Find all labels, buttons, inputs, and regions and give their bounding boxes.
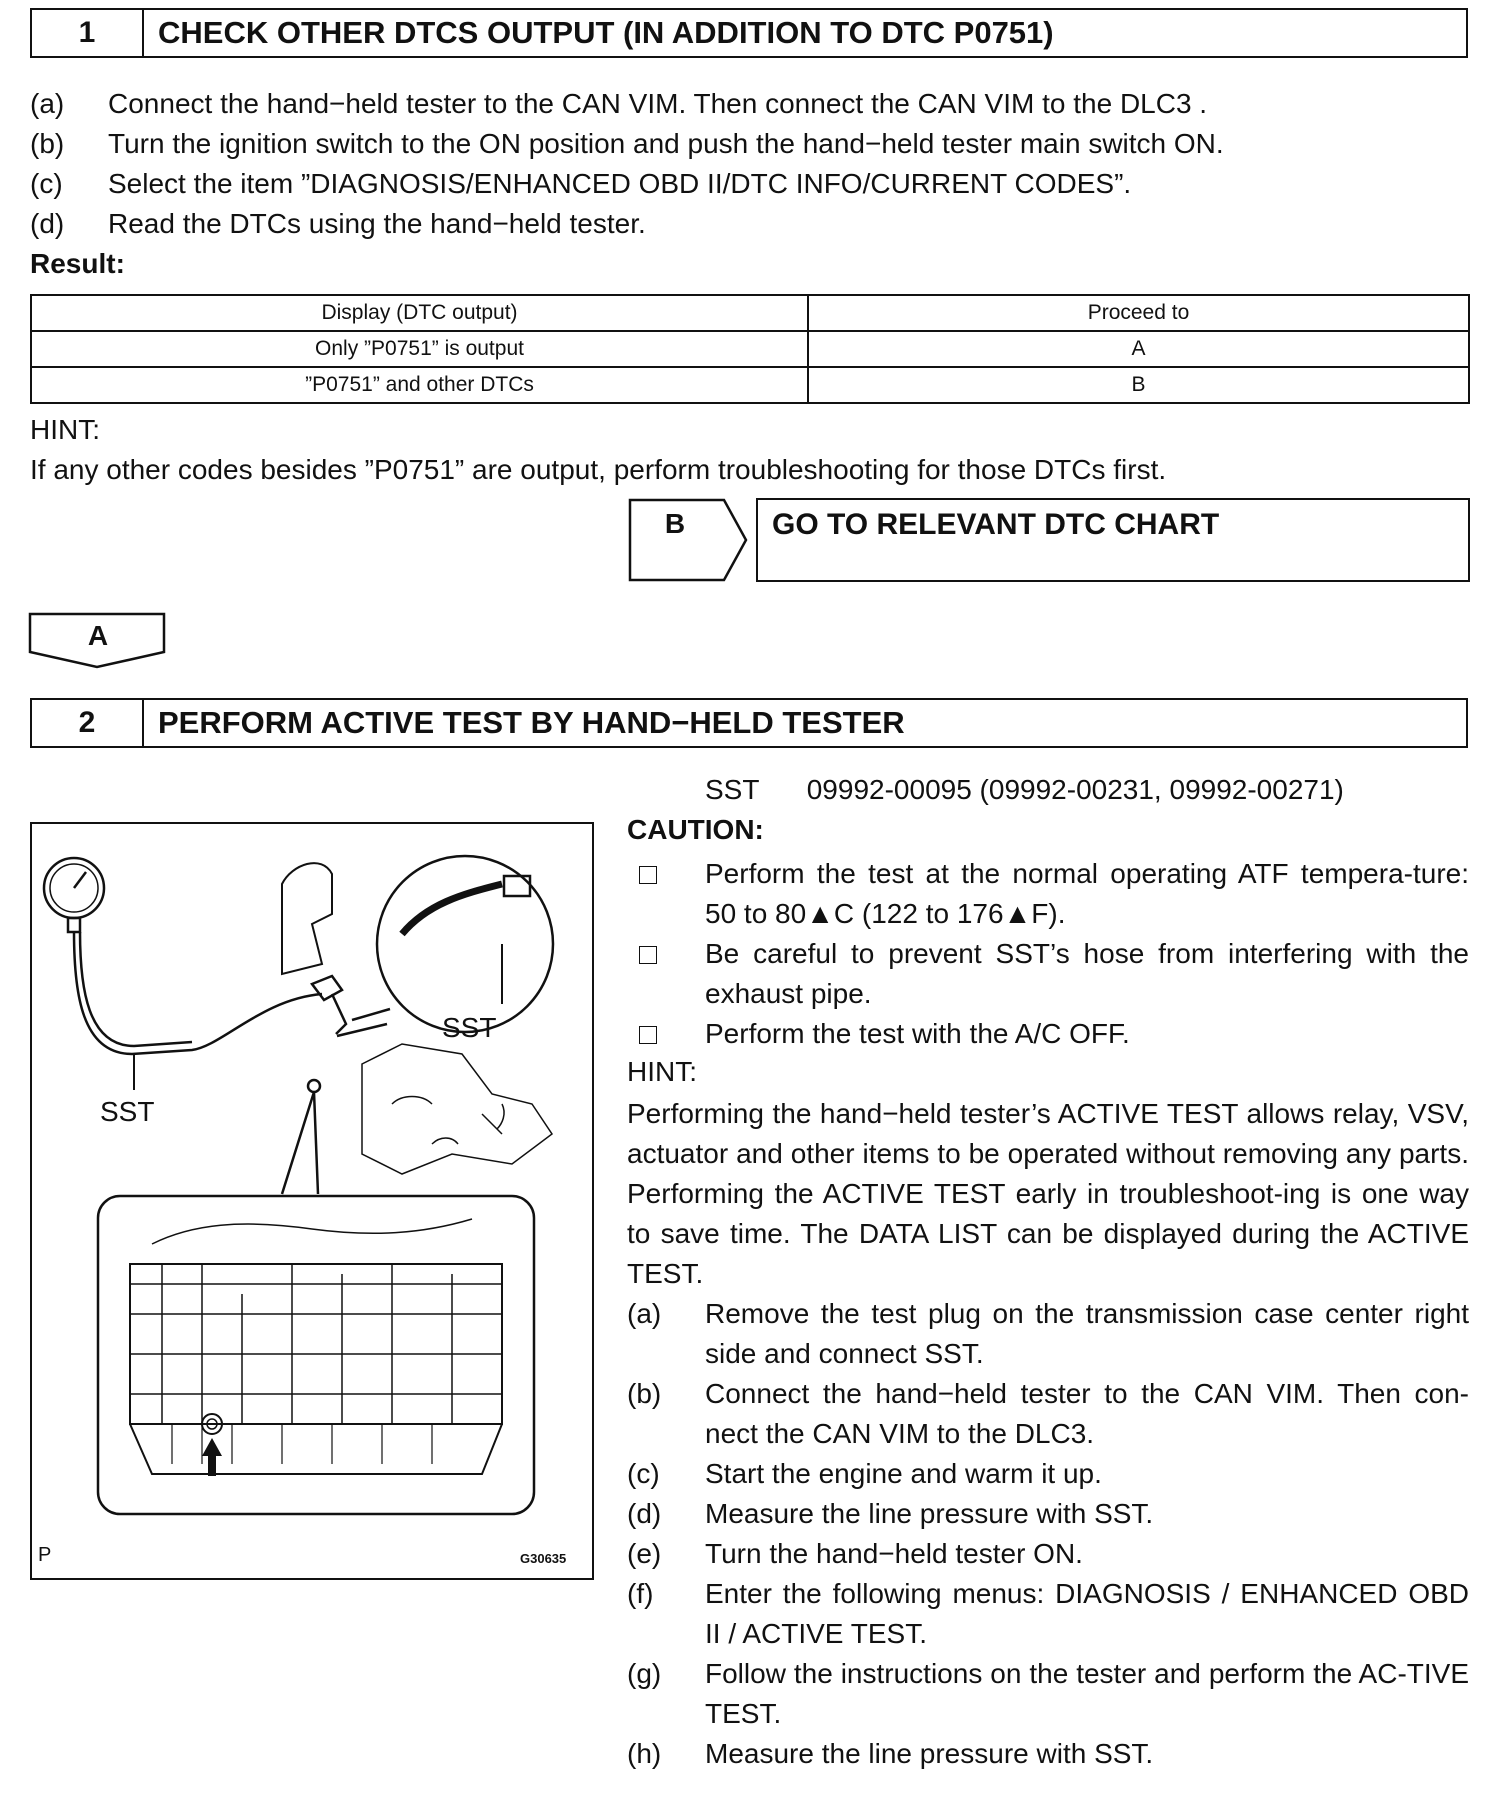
step-text: Select the item ”DIAGNOSIS/ENHANCED OBD II/DTC INFO/CURRENT CODES”. [108, 168, 1132, 199]
section-1-hint-label: HINT: [30, 414, 100, 445]
branch-b-text: GO TO RELEVANT DTC CHART [772, 508, 1220, 541]
step-text: Connect the hand−held tester to the CAN VIM. Then connect the CAN VIM to the DLC3 . [108, 88, 1208, 119]
table-cell: B [808, 367, 1469, 403]
step-label: (g) [627, 1658, 662, 1689]
caution-text: Perform the test with the A/C OFF. [705, 1018, 1130, 1049]
caution-item [627, 854, 1469, 934]
caution-item [627, 1014, 1469, 1054]
caution-label: CAUTION: [627, 814, 764, 845]
step-label: (a) [30, 88, 65, 119]
caution-text: Perform the test at the normal operating ATF tempera-ture: 50 to 80▲C (122 to 176▲F). [705, 858, 1469, 929]
table-row [31, 367, 1469, 403]
section-2-header [30, 698, 1468, 748]
step-label: (h) [627, 1738, 662, 1769]
step-text: Enter the following menus: DIAGNOSIS / ENHANCED OBD II / ACTIVE TEST. [705, 1578, 1469, 1649]
table-cell: A [808, 331, 1469, 367]
table-cell: Only ”P0751” is output [31, 331, 808, 367]
table-header-row [31, 295, 1469, 331]
step-text: Measure the line pressure with SST. [705, 1738, 1154, 1769]
section-2-title: PERFORM ACTIVE TEST BY HAND−HELD TESTER [158, 705, 905, 740]
section-2-step-e [627, 1534, 1469, 1574]
step-text: Start the engine and warm it up. [705, 1458, 1102, 1489]
figure-sst-label-right: SST [442, 1012, 497, 1043]
sst-line [705, 774, 1344, 806]
table-cell: ”P0751” and other DTCs [31, 367, 808, 403]
branch-b-box [756, 498, 1470, 582]
figure-sst-label-left: SST [100, 1096, 155, 1127]
checkbox-icon [639, 946, 657, 964]
section-2-step-g [627, 1654, 1469, 1734]
step-label: (e) [627, 1538, 662, 1569]
section-2-step-d [627, 1494, 1469, 1534]
section-1-title: CHECK OTHER DTCS OUTPUT (IN ADDITION TO DTC P0751) [158, 15, 1054, 50]
section-2-step-b [627, 1374, 1469, 1454]
step-text: Remove the test plug on the transmission case center right side and connect SST. [705, 1298, 1469, 1369]
section-2-step-a [627, 1294, 1469, 1374]
section-2-hint-text: Performing the hand−held tester’s ACTIVE TEST allows relay, VSV, actuator and other items to be operated without removing any parts. Performing the ACTIVE TEST early in troubleshoot-ing is one way to save time. The DATA LIST can be displayed during the ACTIVE TEST. [627, 1098, 1469, 1289]
section-1-header [30, 8, 1468, 58]
section-2-step-f [627, 1574, 1469, 1654]
step-label: (d) [627, 1498, 662, 1529]
branch-a-label: A [87, 620, 109, 651]
result-table [30, 294, 1470, 404]
step-label: (d) [30, 208, 65, 239]
step-label: (b) [30, 128, 65, 159]
section-2-hint-label: HINT: [627, 1056, 697, 1087]
step-text: Measure the line pressure with SST. [705, 1498, 1154, 1529]
sst-label: SST [705, 774, 759, 805]
table-header: Display (DTC output) [31, 295, 808, 331]
step-label: (c) [627, 1458, 660, 1489]
step-text: Follow the instructions on the tester and perform the AC-TIVE TEST. [705, 1658, 1469, 1729]
caution-text: Be careful to prevent SST’s hose from interfering with the exhaust pipe. [705, 938, 1469, 1009]
step-label: (b) [627, 1378, 662, 1409]
branch-b-label: B [664, 508, 686, 539]
sst-value: 09992-00095 (09992-00231, 09992-00271) [806, 774, 1344, 805]
figure-frame [30, 822, 594, 1580]
step-text: Turn the hand−held tester ON. [705, 1538, 1083, 1569]
step-text: Turn the ignition switch to the ON position and push the hand−held tester main switch ON. [108, 128, 1224, 159]
section-1-hint-text: If any other codes besides ”P0751” are output, perform troubleshooting for those DTCs first. [30, 454, 1167, 485]
caution-item [627, 934, 1469, 1014]
section-2-number: 2 [32, 700, 144, 746]
result-label: Result: [30, 248, 125, 279]
transmission-diagram-icon [32, 824, 591, 1577]
step-label: (a) [627, 1298, 662, 1329]
checkbox-icon [639, 866, 657, 884]
section-2-step-c [627, 1454, 1469, 1494]
step-text: Read the DTCs using the hand−held tester. [108, 208, 646, 239]
table-row [31, 331, 1469, 367]
section-1-number: 1 [32, 10, 144, 56]
figure-corner-label: P [38, 1544, 52, 1566]
step-text: Connect the hand−held tester to the CAN VIM. Then con-nect the CAN VIM to the DLC3. [705, 1378, 1469, 1449]
table-header: Proceed to [808, 295, 1469, 331]
section-2-step-h [627, 1734, 1469, 1774]
figure-id: G30635 [520, 1551, 567, 1566]
step-label: (c) [30, 168, 63, 199]
step-label: (f) [627, 1578, 654, 1609]
checkbox-icon [639, 1026, 657, 1044]
